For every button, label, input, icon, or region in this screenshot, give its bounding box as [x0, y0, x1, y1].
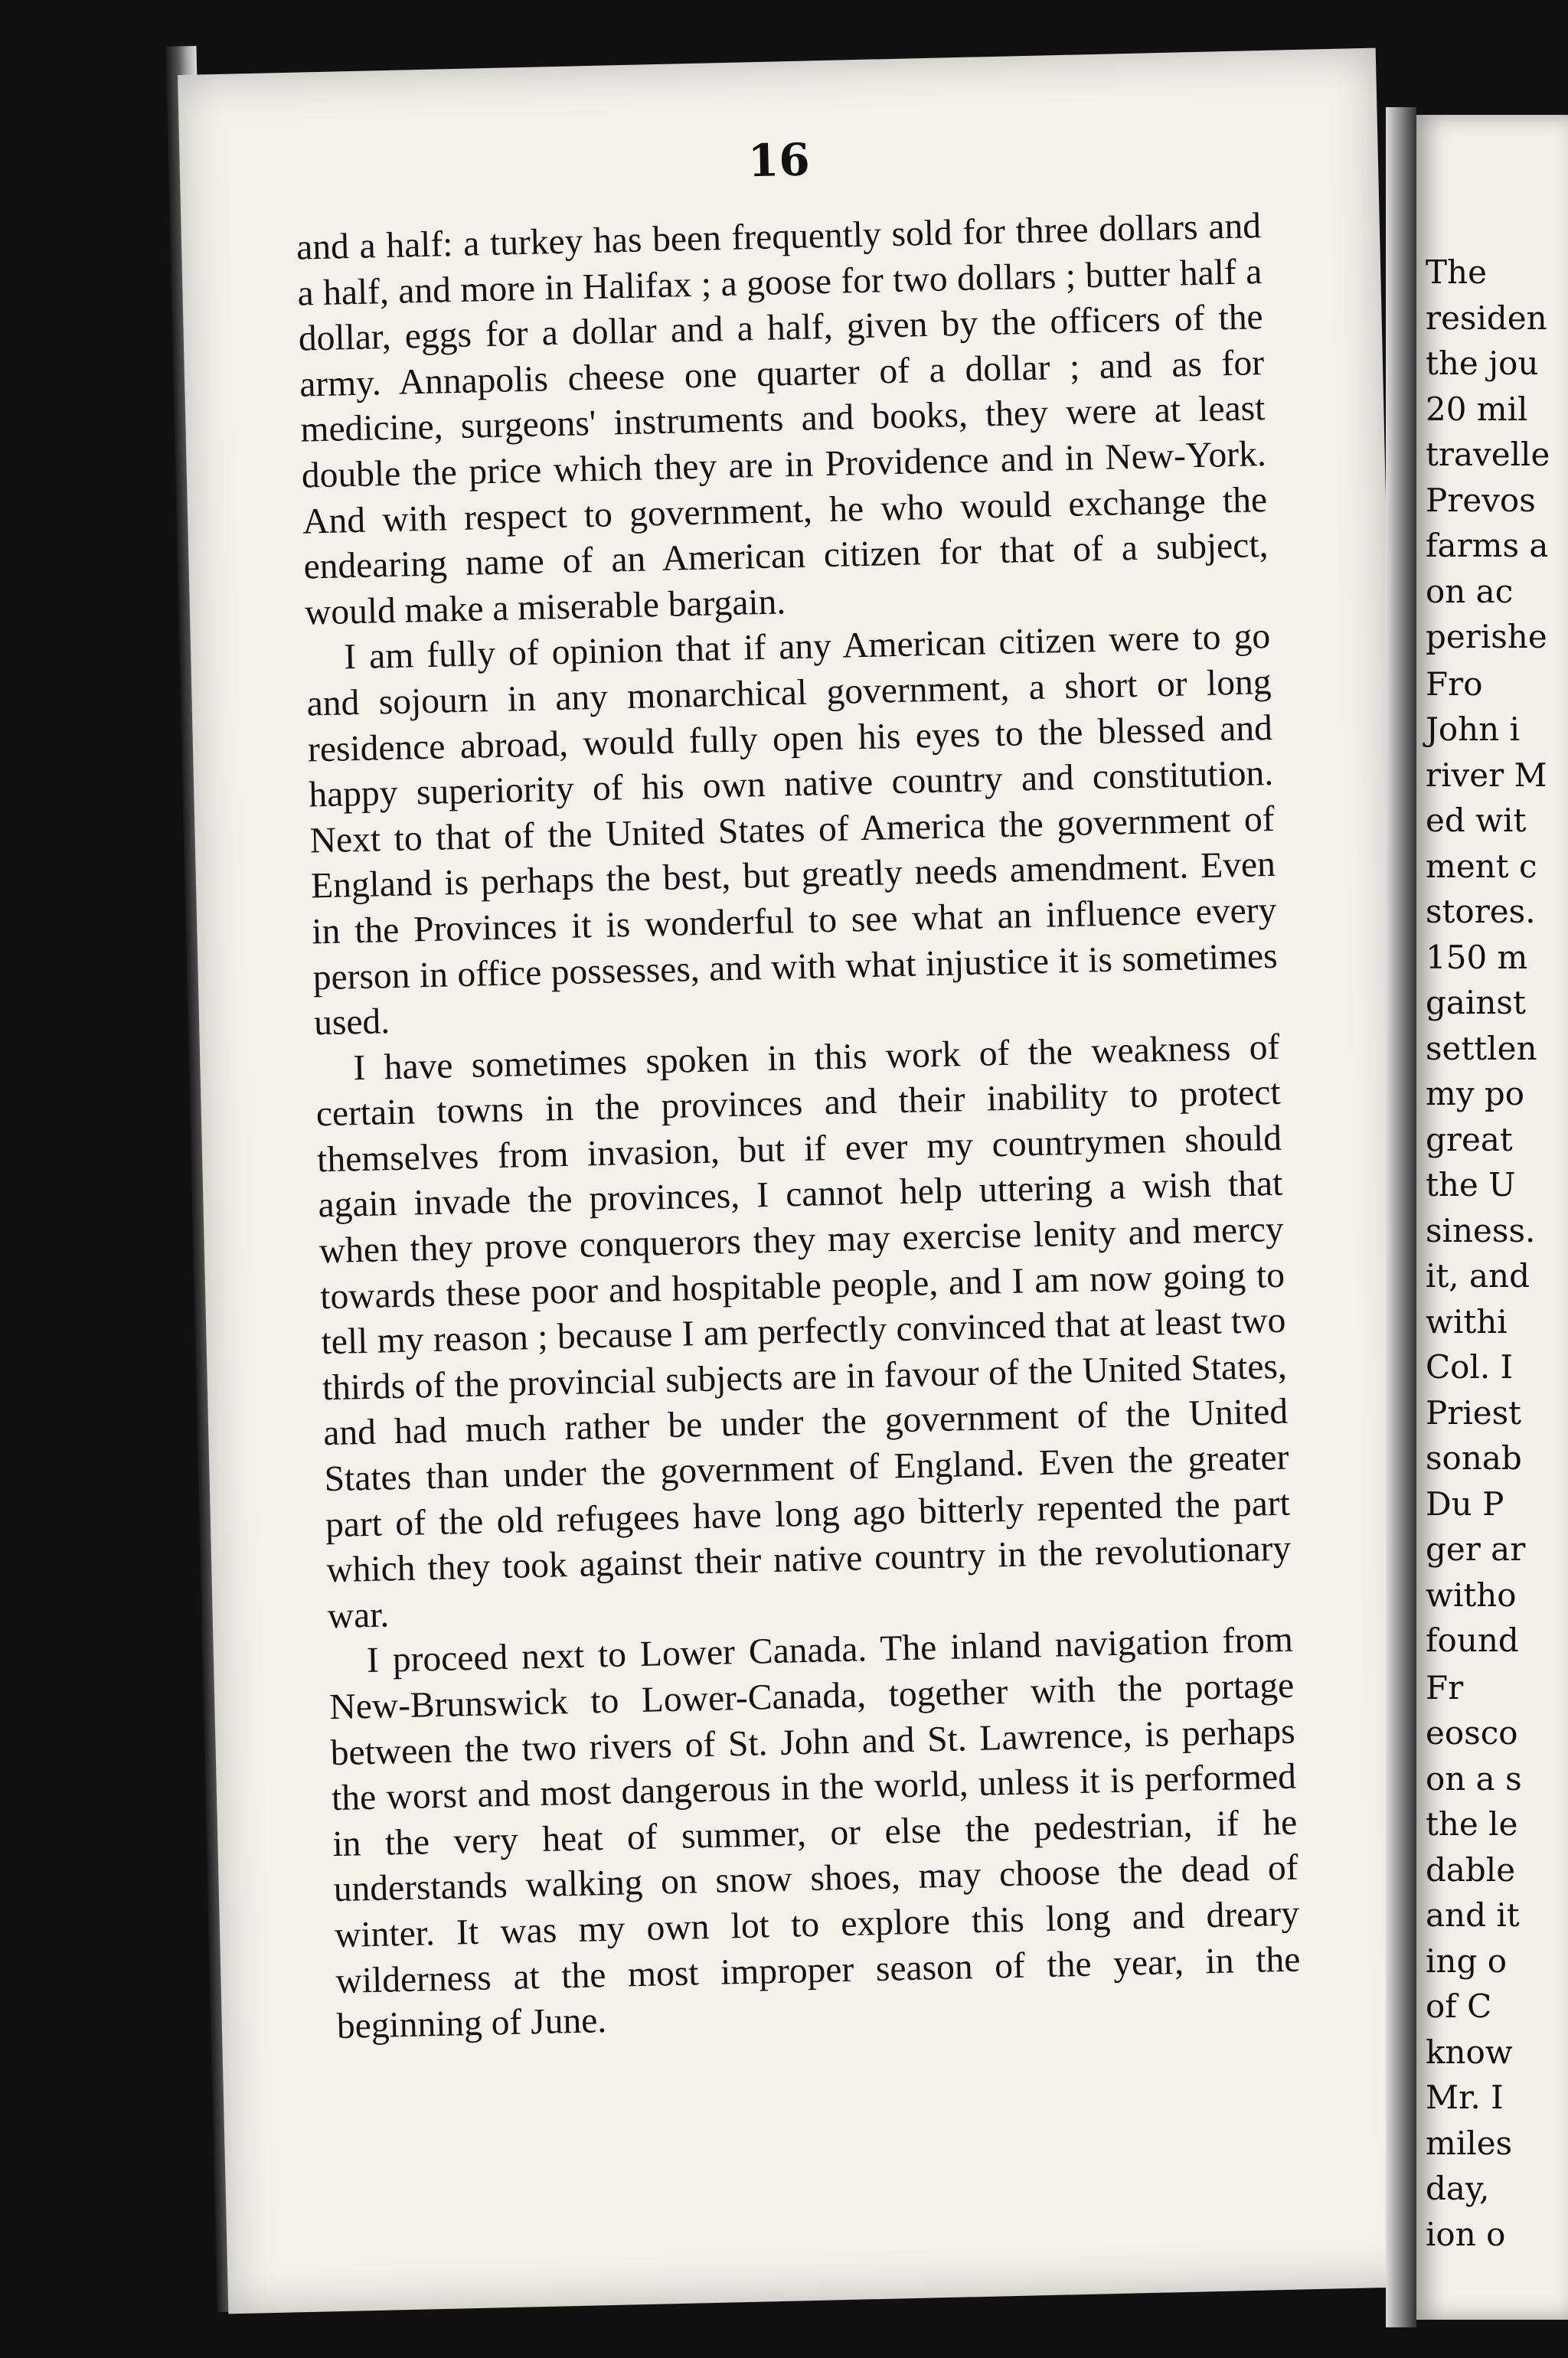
right-page-line: 20 mil: [1426, 390, 1528, 428]
right-page-line: 150 m: [1426, 938, 1528, 976]
left-page: [178, 48, 1426, 2314]
right-page-line: siness.: [1426, 1211, 1536, 1249]
right-page-line: the le: [1426, 1805, 1518, 1843]
right-page-fragment: [1416, 115, 1568, 2320]
right-page-line: witho: [1426, 1576, 1517, 1614]
right-page-line: the jou: [1426, 345, 1539, 382]
right-page-line: ment c: [1426, 847, 1537, 885]
paragraph-4: I proceed next to Lower Canada. The inland navigation from New-Brunswick to Lower-Canada, together with the portage between the two rivers of St. John and St. Lawrence, is perhaps the worst and most dangerous in the world, unless it is performed in the very heat of summer, or else the pedestrian, if he understands walking on snow shoes, may choose the dead of winter. It was my own lot to explore this long and dreary wilderness at the most improper season of the year, in the beginning of June.: [328, 1620, 1301, 2047]
page-number: 16: [747, 133, 811, 188]
right-page-line: stores.: [1426, 893, 1536, 930]
paragraph-3: I have sometimes spoken in this work of the weakness of certain towns in the provinces and their inability to protect themselves from invasion, but if ever my countrymen should again invade the provinces, I cannot help uttering a wish that when they prove conquerors they may exercise lenity and mercy towards these poor and hospitable people, and I am now going to tell my reason ; because I am perfectly convinced that at least two thirds of the provincial subjects are in favour of the United States, and had much rather be under the government of the United States than under the government of England. Even the greater part of the old refugees have long ago bitterly repented the part which they took against their native country in the revolutionary war.: [315, 1027, 1292, 1637]
right-page-line: found: [1426, 1622, 1519, 1659]
right-page-line: Du P: [1426, 1484, 1504, 1523]
page-body: [296, 204, 1302, 2050]
right-page-line: it, and: [1426, 1257, 1530, 1295]
right-page-line: eosco: [1426, 1714, 1518, 1752]
right-page-line: dable: [1426, 1850, 1516, 1889]
right-page-line: gainst: [1426, 984, 1526, 1021]
right-page-line: sonab: [1426, 1439, 1522, 1477]
paragraph-2: I am fully of opinion that if any American citizen were to go and sojourn in any monarchical government, a short or long residence abroad, would fully open his eyes to the blessed and happy superiority of his own native country and constitution. Next to that of the United States of America the government of England is perhaps the best, but greatly needs amendment. Even in the Provinces it is wonderful to see what an influence every person in office possesses, and with what injustice it is sometimes used.: [306, 616, 1279, 1043]
right-page-line: river M: [1426, 756, 1547, 794]
right-page-line: travelle: [1426, 436, 1550, 473]
right-page-line: day,: [1426, 2170, 1490, 2207]
right-page-line: Fr: [1426, 1668, 1464, 1706]
right-page-line: Prevos: [1426, 481, 1536, 519]
right-page-line: John i: [1426, 710, 1521, 748]
right-page-line: ing o: [1426, 1942, 1508, 1980]
right-page-line: residen: [1426, 299, 1547, 337]
right-page-line: settlen: [1426, 1029, 1537, 1067]
right-page-line: Fro: [1426, 665, 1483, 703]
right-page-line: Mr. I: [1426, 2079, 1504, 2116]
right-page-line: ed wit: [1426, 802, 1527, 839]
right-page-line: and it: [1426, 1896, 1520, 1934]
right-page-line: miles: [1426, 2124, 1513, 2162]
right-page-line: of C: [1426, 1987, 1492, 2025]
right-page-line: farms a: [1426, 527, 1549, 564]
right-page-line: on ac: [1426, 572, 1514, 610]
right-page-line: The: [1426, 253, 1487, 291]
book-gutter: [1386, 107, 1416, 2327]
right-page-line: my po: [1426, 1075, 1525, 1112]
right-page-line: on a s: [1426, 1759, 1522, 1798]
right-page-line: Col. I: [1426, 1348, 1514, 1386]
right-page-line: know: [1426, 2033, 1513, 2071]
right-page-line: ger ar: [1426, 1530, 1526, 1568]
right-page-line: great: [1426, 1120, 1513, 1158]
right-page-line: withi: [1426, 1302, 1508, 1341]
right-page-line: perishe: [1426, 618, 1547, 655]
right-page-line: Priest: [1426, 1393, 1522, 1432]
right-page-line: ion o: [1426, 2215, 1506, 2253]
right-page-line: the U: [1426, 1166, 1516, 1203]
paragraph-1: and a half: a turkey has been frequently sold for three dollars and a half, and more in Halifax ; a goose for two dollars ; butter half a dollar, eggs for a dollar and a half, given by the officers of the army. Annapolis cheese one quarter of a dollar ; and as for medicine, surgeons' instruments and books, they were at least double the price which they are in Providence and in New-York. And with respect to government, he who would exchange the endearing name of an American citizen for that of a subject, would make a miserable bargain.: [296, 206, 1269, 633]
